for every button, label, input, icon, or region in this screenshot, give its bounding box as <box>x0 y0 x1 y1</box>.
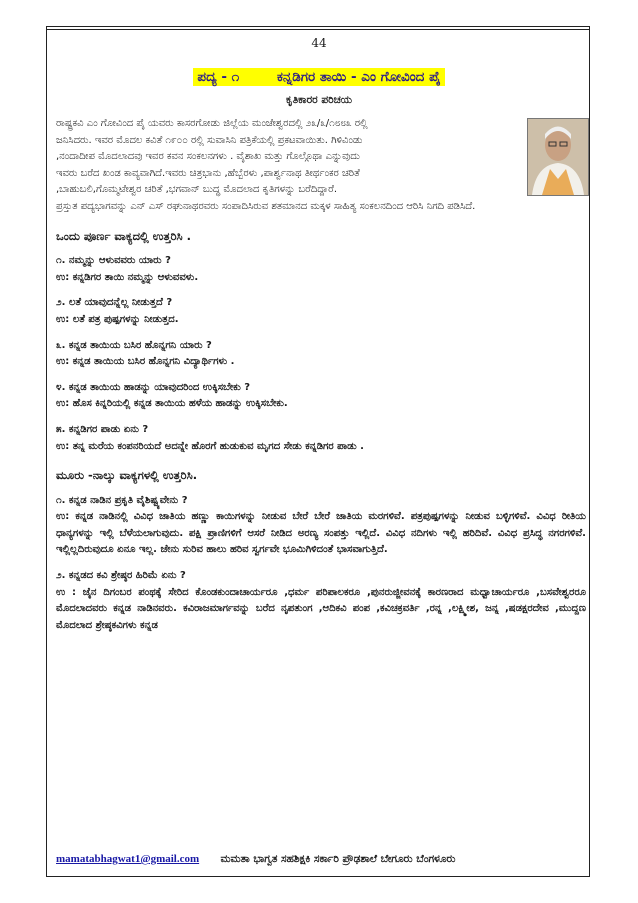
question: ೩. ಕನ್ನಡ ತಾಯಿಯ ಬಸಿರ ಹೊನ್ನಗನಿ ಯಾರು ? <box>56 339 212 351</box>
answer: ಉ: ಲತೆ ಪತ್ರ ಪುಷ್ಪಗಳನ್ನು ನೀಡುತ್ತದ. <box>56 313 179 325</box>
question: ೨. ಲತೆ ಯಾವುದನ್ನೆಲ್ಲ ನೀಡುತ್ತದೆ ? <box>56 297 173 309</box>
question: ೨. ಕನ್ನಡದ ಕವಿ ಶ್ರೇಷ್ಠರ ಹಿರಿಮೆ ಏನು ? <box>56 570 186 582</box>
author-email-link[interactable]: mamatabhagwat1@gmail.com <box>56 853 200 865</box>
bio-line: ,ಬಾಹುಬಲಿ,ಗೊಮ್ಮಟೇಶ್ವರ ಚರಿತೆ ,ಭಗವಾನ್ ಬುದ್ಧ ಮೊದಲಾದ ಕೃತಿಗಳನ್ನು ಬರೆದಿದ್ದಾರೆ. <box>56 184 338 196</box>
page-border-inner <box>46 29 590 30</box>
answer: ಉ: ಕನ್ನಡಿಗರ ತಾಯಿ ನಮ್ಮನ್ನು ಆಳುವವಳು. <box>56 271 199 283</box>
page-footer <box>56 853 576 866</box>
answer: ಉ: ಹೊಸ ಕಿನ್ನರಿಯಲ್ಲಿ ಕನ್ನಡ ತಾಯಿಯ ಹಳೆಯ ಹಾಡನ್ನು ಉಕ್ಕಿಸಬೇಕು. <box>56 398 288 410</box>
answer: ಉ : ಜೈನ ದಿಗಂಬರ ಪಂಥಕ್ಕೆ ಸೇರಿದ ಕೊಂಡಕುಂದಾಚಾರ್ಯರೂ ,ಧರ್ಮ ಪರಿಪಾಲಕರೂ ,ಪುನರುಜ್ಜೀವನಕ್ಕೆ ಕಾರಣರಾದ ಮಧ್ವಾಚಾರ್ಯರೂ ,ಬಸವೇಶ್ವರರೂ ಮೊದಲಾದವರು ಕನ್ನಡ ನಾಡಿನವರು. ಕವಿರಾಜಮಾರ್ಗವನ್ನು ಬರೆದ ನೃಪತುಂಗ ,ಆದಿಕವಿ ಪಂಪ ,ಕವಿಚಕ್ರವರ್ತಿ ,ರನ್ನ ,ಲಕ್ಷ್ಮೀಶ, ಜನ್ನ ,ಷಡಕ್ಷರದೇವ ,ಮುದ್ದಣ ಮೊದಲಾದ ಶ್ರೇಷ್ಠಕವಿಗಳು ಕನ್ನಡ <box>56 586 586 631</box>
bio-line: ಇವರು ಬರೆದ ಖಂಡ ಕಾವ್ಯವಾಗಿದೆ.ಇವರು ಚಿತ್ರಭಾನು ,ಹೆಬ್ಬೆರಳು ,ಪಾರ್ಶ್ವನಾಥ ತೀರ್ಥಂಕರ ಚರಿತೆ <box>56 167 360 179</box>
footer-school-name: ಮಮತಾ ಭಾಗ್ವತ ಸಹಶಿಕ್ಷಕಿ ಸರ್ಕಾರಿ ಪ್ರೌಢಶಾಲೆ ಬೇಗೂರು ಬೆಂಗಳೂರು <box>220 853 456 865</box>
question: ೫. ಕನ್ನಡಿಗರ ಪಾಡು ಏನು ? <box>56 423 149 435</box>
author-bio <box>56 116 524 199</box>
bio-line: ,ನಂದಾದೀಪ ಮೊದಲಾದವು ಇವರ ಕವನ ಸಂಕಲನಗಳು . ವೈಶಾಖ ಮತ್ತು ಗೊಲ್ಗೊಥಾ ಎನ್ನುವುದು <box>56 151 360 163</box>
content <box>56 116 586 634</box>
page-number: 44 <box>311 36 327 50</box>
question: ೧. ಕನ್ನಡ ನಾಡಿನ ಪ್ರಕೃತಿ ವೈಶಿಷ್ಟ್ಯವೇನು ? <box>56 494 188 506</box>
section-heading-one-sentence: ಒಂದು ಪೂರ್ಣ ವಾಕ್ಯದಲ್ಲಿ ಉತ್ತರಿಸಿ . <box>56 228 192 243</box>
answer: ಉ: ತನ್ನ ಮರೆಯ ಕಂಪನರಿಯದೆ ಅದನ್ನೇ ಹೊರಗೆ ಹುಡುಕುವ ಮೃಗದ ಸೇಡು ಕನ್ನಡಿಗರ ಪಾಡು . <box>56 440 364 452</box>
section-heading-three-four-sentences: ಮೂರು -ನಾಲ್ಕು ವಾಕ್ಯಗಳಲ್ಲಿ ಉತ್ತರಿಸಿ. <box>56 468 198 483</box>
bio-line: ಜನಿಸಿದರು. ಇವರ ಮೊದಲ ಕವಿತೆ ೧೯೦೦ ರಲ್ಲಿ ಸುವಾಸಿನಿ ಪತ್ರಿಕೆಯಲ್ಲಿ ಪ್ರಕಟವಾಯಿತು. ಗಿಳಿವಿಂಡು <box>56 134 363 146</box>
answer: ಉ: ಕನ್ನಡ ತಾಯಿಯ ಬಸಿರ ಹೊನ್ನಗನಿ ವಿದ್ಯಾರ್ಥಿಗಳು . <box>56 356 235 368</box>
bio-line: ರಾಷ್ಟ್ರಕವಿ ಎಂ ಗೋವಿಂದ ಪೈ ಯವರು ಕಾಸರಗೋಡು ಜಿಲ್ಲೆಯ ಮಂಜೇಶ್ವರದಲ್ಲಿ ೨೩/೩/೧೮೮೩ ರಲ್ಲಿ <box>56 118 368 129</box>
title-wrap <box>0 66 638 86</box>
question: ೪. ಕನ್ನಡ ತಾಯಿಯ ಹಾಡನ್ನು ಯಾವುದರಿಂದ ಉಕ್ಕಿಸಬೇಕು ? <box>56 381 251 393</box>
lesson-title: ಪದ್ಯ - ೧ ಕನ್ನಡಿಗರ ತಾಯಿ - ಎಂ ಗೋವಿಂದ ಪೈ <box>193 68 444 86</box>
answer: ಉ: ಕನ್ನಡ ನಾಡಿನಲ್ಲಿ ವಿವಿಧ ಜಾತಿಯ ಹಣ್ಣು ಕಾಯಿಗಳನ್ನು ನೀಡುವ ಬೇರೆ ಬೇರೆ ಜಾತಿಯ ಮರಗಳಿವೆ. ಪತ್ರಪುಷ್ಪಗಳನ್ನು ನೀಡುವ ಬಳ್ಳಿಗಳಿವೆ. ವಿವಿಧ ರೀತಿಯ ಧಾನ್ಯಗಳನ್ನು ಇಲ್ಲಿ ಬೆಳೆಯಲಾಗುವುದು. ಪಕ್ಷಿ ಪ್ರಾಣಿಗಳಿಗೆ ಆಸರೆ ನೀಡಿದ ಅರಣ್ಯ ಸಂಪತ್ತು ಇಲ್ಲಿದೆ. ವಿವಿಧ ನದಿಗಳು ಇಲ್ಲಿ ಹರಿದಿವೆ. ವಿವಿಧ ಪ್ರಸಿದ್ಧ ನಗರಗಳಿವೆ. ಇಲ್ಲಿಲ್ಲದಿರುವುದೂ ಏನೂ ಇಲ್ಲ. ಜೇನು ಸುರಿವ ಹಾಲು ಹರಿವ ಸ್ವರ್ಗವೇ ಭೂಮಿಗಿಳಿದಂತೆ ಭಾಸವಾಗುತ್ತಿದೆ. <box>56 511 586 556</box>
bio-source-note: ಪ್ರಸ್ತುತ ಪದ್ಯಭಾಗವನ್ನು ಎನ್ ಎಸ್ ರಘುನಾಥರವರು ಸಂಪಾದಿಸಿರುವ ಶತಮಾನದ ಮಕ್ಕಳ ಸಾಹಿತ್ಯ ಸಂಕಲನದಿಂದ ಆರಿಸಿ ನಿಗದಿ ಪಡಿಸಿದೆ. <box>56 200 476 212</box>
author-intro-heading: ಕೃತಿಕಾರರ ಪರಿಚಯ <box>285 94 353 106</box>
question: ೧. ನಮ್ಮನ್ನು ಆಳುವವರು ಯಾರು ? <box>56 255 171 267</box>
